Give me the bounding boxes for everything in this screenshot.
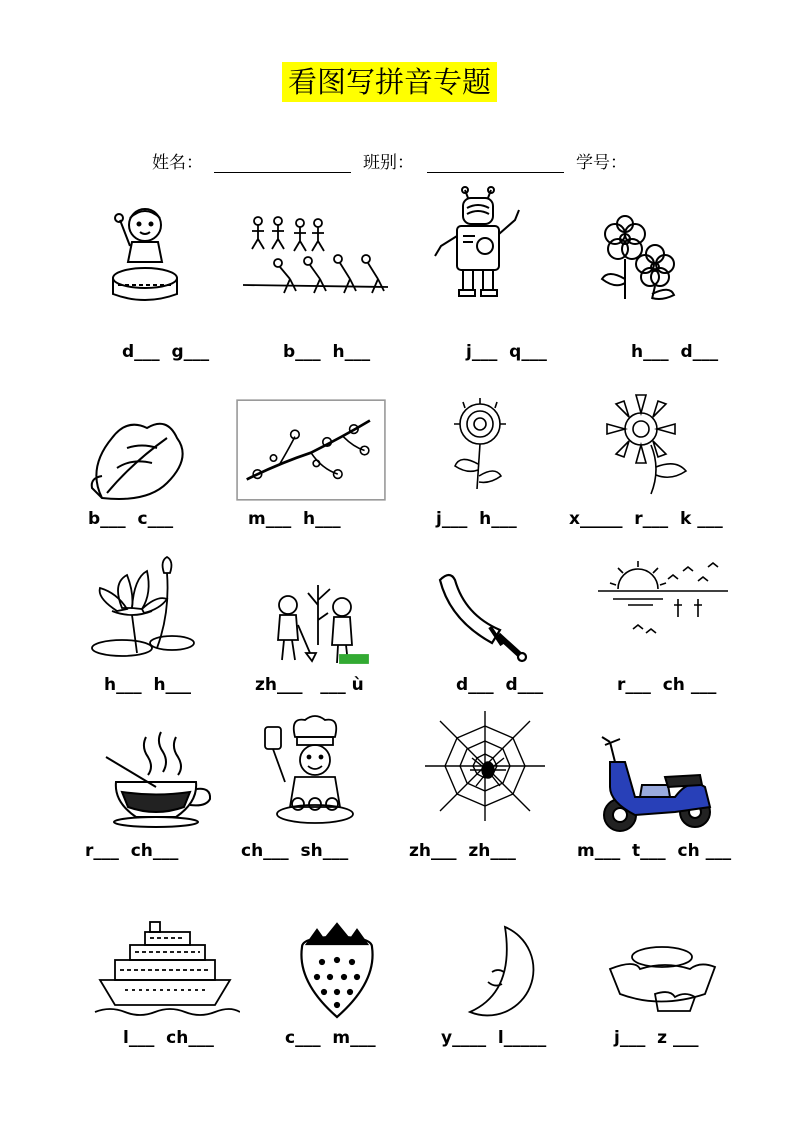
pinyin-answer-16: m___ t___ ch ___ [577, 841, 732, 861]
pinyin-answer-18: c___ m___ [285, 1028, 376, 1048]
ship-icon [90, 910, 240, 1030]
page-title: 看图写拼音专题 [282, 62, 497, 102]
strawberry-icon [262, 912, 412, 1032]
pinyin-answer-10: zh___ ___ ù [255, 675, 364, 695]
pinyin-answer-2: b___ h___ [283, 342, 371, 362]
name-label: 姓名： [152, 153, 203, 173]
pinyin-answer-20: j___ z ___ [614, 1028, 699, 1048]
lotus-icon [72, 548, 222, 668]
tug-of-war-icon [238, 196, 388, 316]
sunflower-icon [566, 384, 716, 504]
pinyin-answer-4: h___ d___ [631, 342, 719, 362]
pinyin-answer-8: x_____ r___ k ___ [569, 509, 723, 529]
cabbage-icon [72, 398, 222, 518]
pinyin-answer-7: j___ h___ [436, 509, 517, 529]
pinyin-answer-15: zh___ zh___ [409, 841, 516, 861]
sunrise-icon [588, 554, 738, 674]
chef-icon [240, 712, 390, 832]
pinyin-answer-5: b___ c___ [88, 509, 174, 529]
pinyin-answer-11: d___ d___ [456, 675, 544, 695]
pinyin-answer-14: ch___ sh___ [241, 841, 349, 861]
motorcycle-icon [580, 722, 730, 842]
robot-icon [405, 186, 555, 306]
hot-tea-icon [86, 722, 236, 842]
student-id-label: 学号： [576, 153, 627, 173]
pinyin-answer-19: y____ l_____ [441, 1028, 547, 1048]
class-label: 班别： [363, 153, 414, 173]
pinyin-answer-12: r___ ch ___ [617, 675, 717, 695]
chrysanthemum-icon [405, 384, 555, 504]
class-field[interactable] [427, 172, 564, 173]
pinyin-answer-9: h___ h___ [104, 675, 192, 695]
crescent-moon-icon [430, 912, 580, 1032]
pinyin-answer-1: d___ g___ [122, 342, 210, 362]
pinyin-answer-6: m___ h___ [248, 509, 341, 529]
flowers-icon [560, 194, 710, 314]
gold-ingot-icon [590, 924, 740, 1044]
name-field[interactable] [214, 172, 351, 173]
drum-boy-icon [70, 190, 220, 310]
pinyin-answer-3: j___ q___ [466, 342, 547, 362]
plum-blossom-icon [236, 390, 386, 510]
pinyin-answer-17: l___ ch___ [123, 1028, 214, 1048]
saber-icon [420, 560, 570, 680]
spider-web-icon [410, 706, 560, 826]
tree-planting-icon [240, 565, 390, 685]
pinyin-answer-13: r___ ch___ [85, 841, 179, 861]
